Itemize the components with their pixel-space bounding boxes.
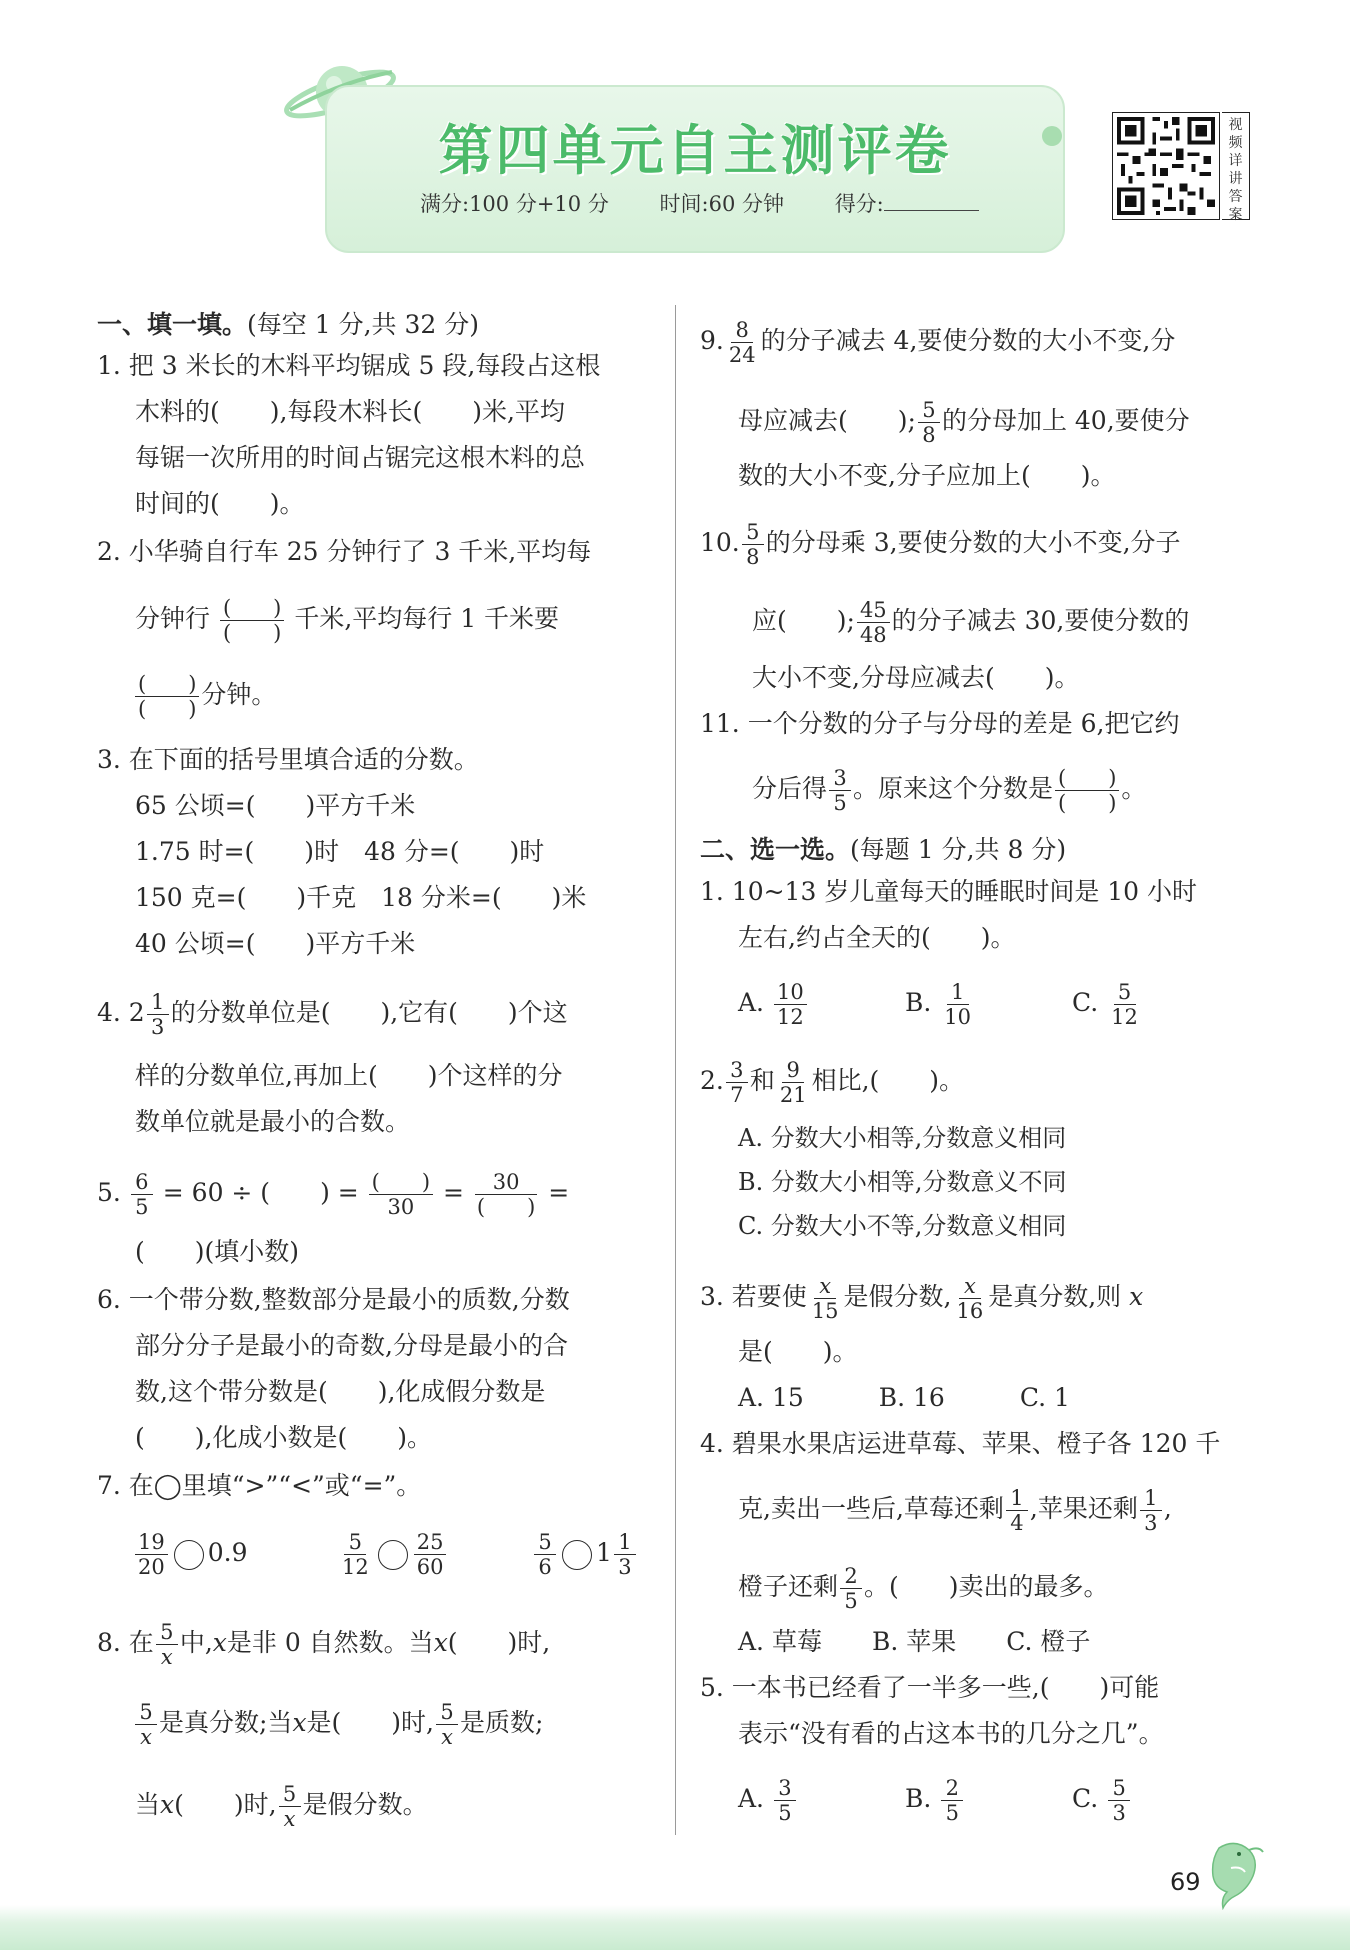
score-label: 得分: <box>834 192 884 216</box>
compare-circle[interactable] <box>378 1540 408 1570</box>
exam-meta <box>420 188 979 218</box>
option-a[interactable]: A. $\frac{3}{5}$ <box>738 1776 798 1825</box>
page-title: 第四单元自主测评卷 <box>438 119 952 182</box>
qr-video-tag: 视 频 详 讲 答 案 <box>1222 112 1250 220</box>
full-score: 满分:100 分+10 分 <box>420 192 609 216</box>
option-c[interactable]: C. 分数大小不等,分数意义相同 <box>738 1212 1067 1240</box>
option-b[interactable]: B. $\frac{2}{5}$ <box>905 1776 965 1825</box>
compare-circle[interactable] <box>174 1540 204 1570</box>
options[interactable]: A. 15 B. 16 C. 1 <box>738 1383 1070 1412</box>
option-b[interactable]: B. $\frac{1}{10}$ <box>905 980 972 1029</box>
section1-heading: 一、填一填。(每空 1 分,共 32 分) <box>97 310 479 339</box>
time-limit: 时间:60 分钟 <box>659 192 784 216</box>
option-a[interactable]: A. $\frac{10}{12}$ <box>738 980 809 1029</box>
answer-fraction[interactable]: ( ) ( ) <box>135 672 199 721</box>
score-blank <box>884 193 979 211</box>
option-c[interactable]: C. $\frac{5}{3}$ <box>1072 1776 1132 1825</box>
column-divider <box>675 305 676 1835</box>
option-a[interactable]: A. 分数大小相等,分数意义相同 <box>738 1124 1067 1152</box>
option-c[interactable]: C. $\frac{5}{12}$ <box>1072 980 1138 1029</box>
answer-fraction[interactable]: ( ) ( ) <box>220 596 284 645</box>
dolphin-icon <box>1205 1838 1267 1910</box>
page-number: 69 <box>1170 1868 1201 1896</box>
qr-code-icon[interactable] <box>1112 112 1220 220</box>
compare-circle[interactable] <box>562 1540 592 1570</box>
option-b[interactable]: B. 分数大小相等,分数意义不同 <box>738 1168 1067 1196</box>
footer-band <box>0 1905 1350 1950</box>
options[interactable]: A. 草莓 B. 苹果 C. 橙子 <box>738 1627 1091 1656</box>
section2-heading: 二、选一选。(每题 1 分,共 8 分) <box>700 835 1067 864</box>
answer-fraction[interactable]: ( ) ( ) <box>1055 766 1119 815</box>
